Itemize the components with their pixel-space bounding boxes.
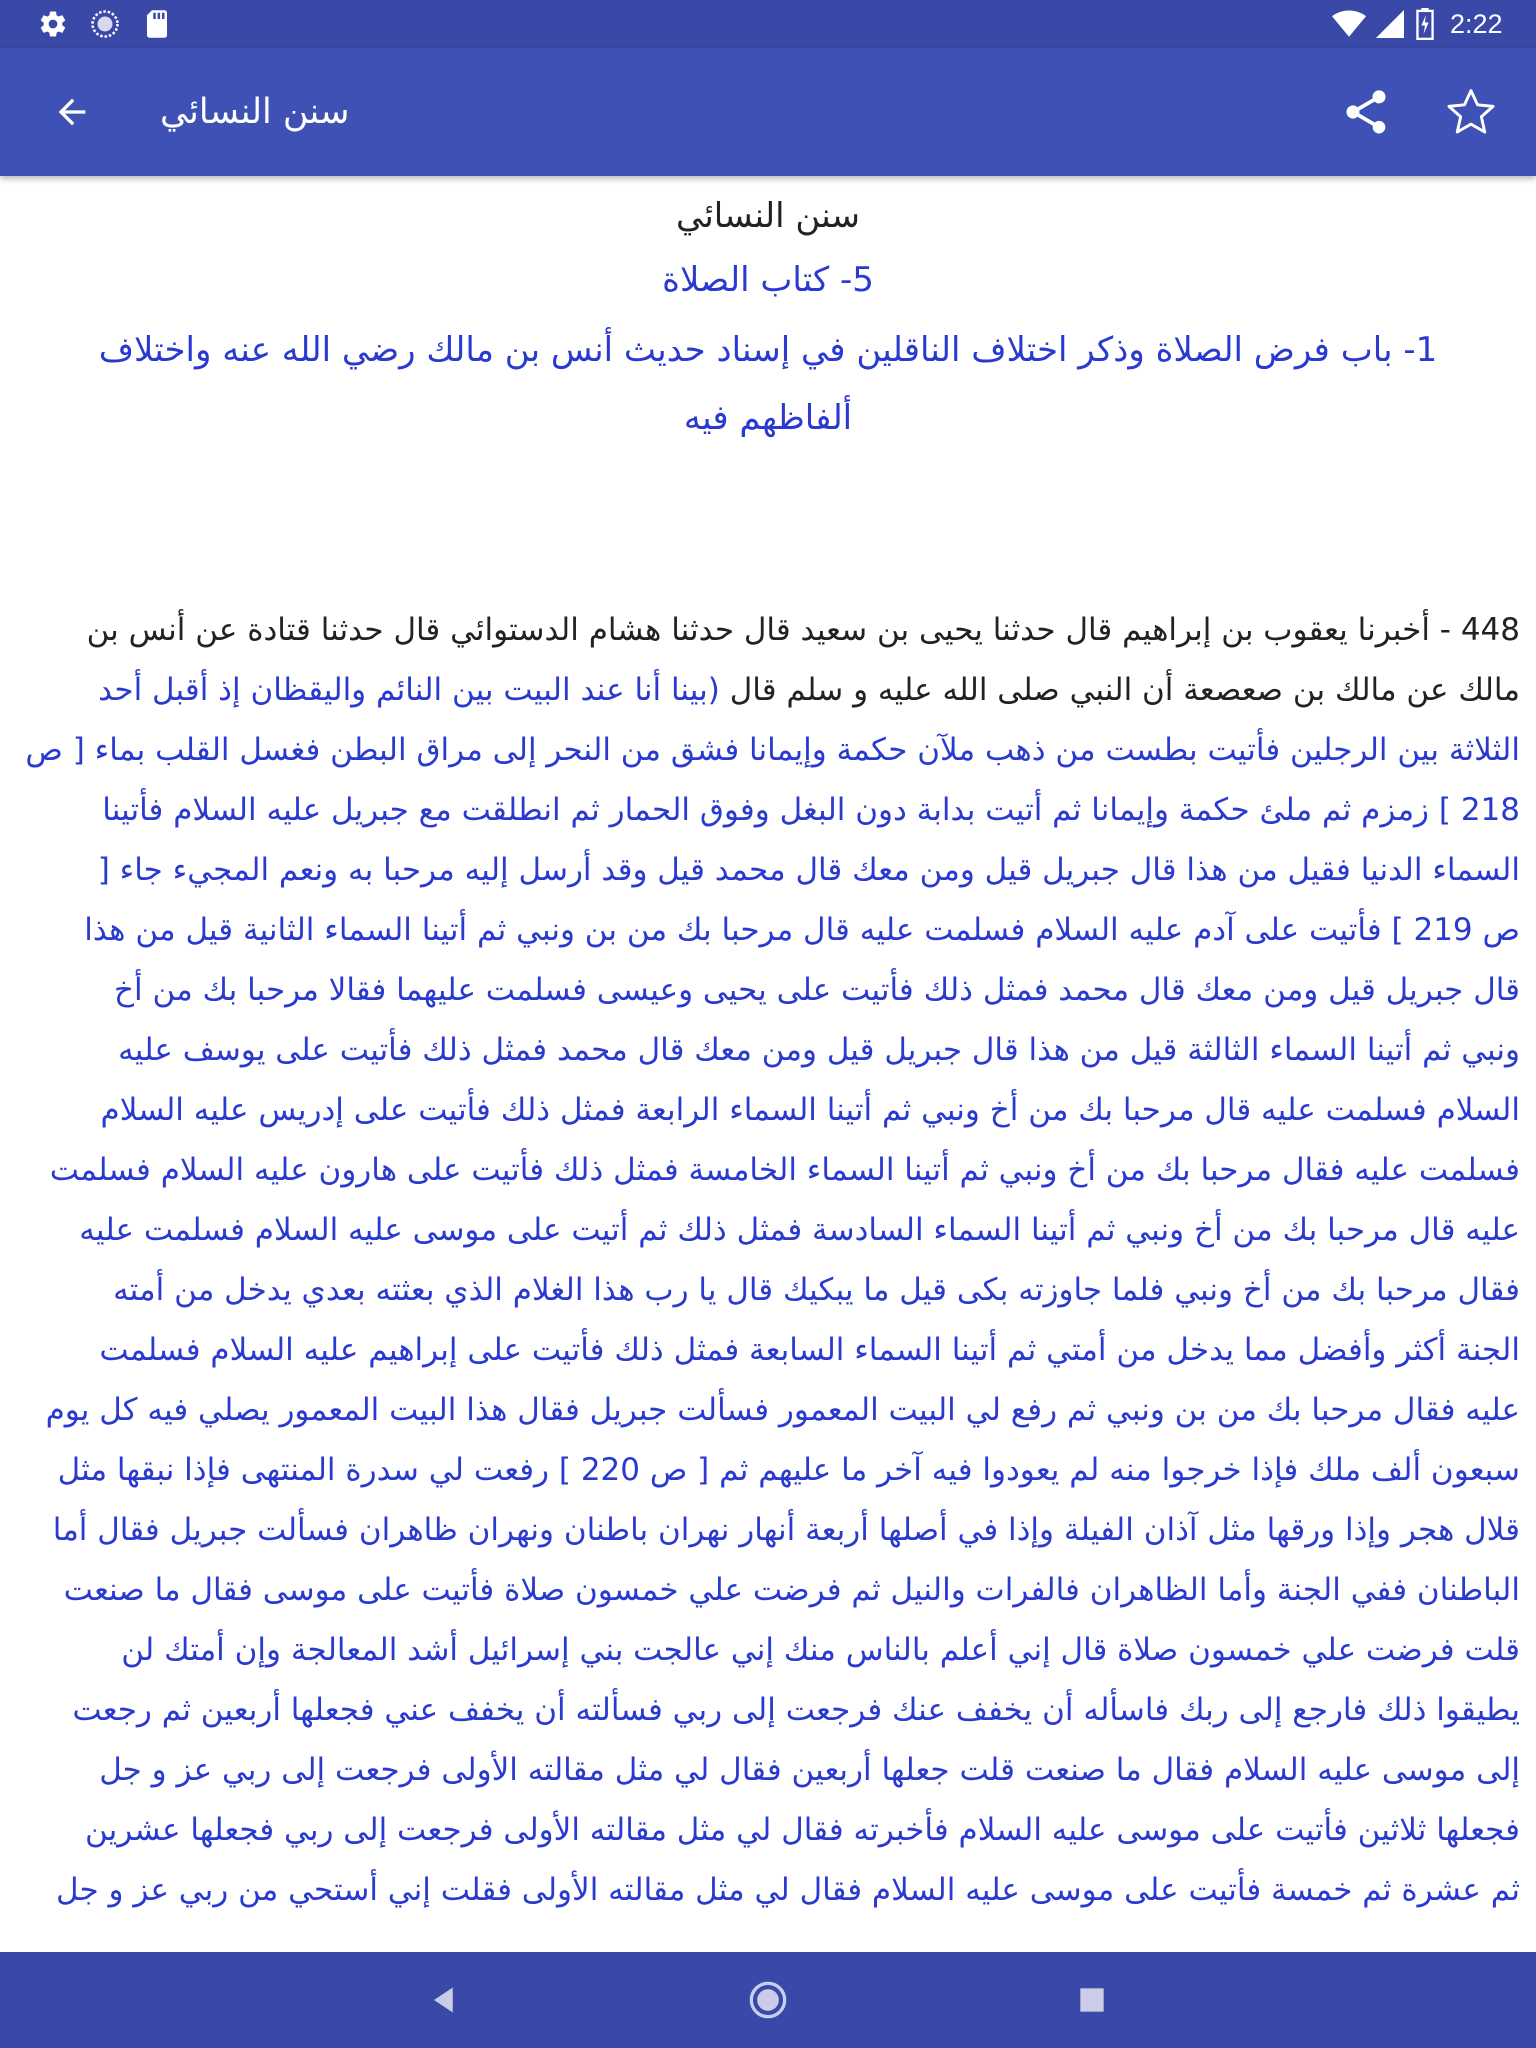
text-line bbox=[16, 1800, 1520, 1860]
hadith-body-text: عليه فقال مرحبا بك من بن ونبي ثم رفع لي البيت المعمور فسألت جبريل فقال هذا البيت المعمور يصلي فيه كل يوم bbox=[45, 1392, 1520, 1428]
signal-icon bbox=[1376, 0, 1404, 48]
hadith-body-text: ص 219 ] فأتيت على آدم عليه السلام فسلمت عليه قال مرحبا بك من بن ونبي ثم أتينا السماء الثانية قيل من هذا bbox=[84, 912, 1520, 948]
chapter-title: 5- كتاب الصلاة bbox=[662, 260, 874, 300]
book-title: سنن النسائي bbox=[676, 196, 860, 236]
narration-chain-text: مالك عن مالك بن صعصعة أن النبي صلى الله عليه و سلم قال bbox=[719, 672, 1520, 708]
hadith-body-text: الجنة أكثر وأفضل مما يدخل من أمتي ثم أتينا السماء السابعة فمثل ذلك فأتيت على إبراهيم عليه السلام فسلمت bbox=[99, 1332, 1520, 1368]
nav-back-button[interactable] bbox=[412, 1968, 476, 2032]
text-line bbox=[16, 1380, 1520, 1440]
text-line bbox=[16, 600, 1520, 660]
text-line bbox=[16, 1260, 1520, 1320]
text-line bbox=[16, 960, 1520, 1020]
share-button[interactable] bbox=[1330, 76, 1402, 148]
hadith-body-text: الثلاثة بين الرجلين فأتيت بطست من ذهب ملآن حكمة وإيمانا فشق من النحر إلى مراق البطن فغسل القلب بماء [ ص bbox=[25, 732, 1520, 768]
star-outline-icon bbox=[1444, 85, 1498, 139]
section-title-line1: 1- باب فرض الصلاة وذكر اختلاف الناقلين في إسناد حديث أنس بن مالك رضي الله عنه واختلاف bbox=[98, 330, 1438, 370]
back-triangle-icon bbox=[429, 1985, 459, 2015]
text-line bbox=[16, 840, 1520, 900]
text-line bbox=[16, 1620, 1520, 1680]
hadith-body-text: الباطنان ففي الجنة وأما الظاهران فالفرات والنيل ثم فرضت علي خمسون صلاة فأتيت على موسى فقال ما صنعت bbox=[63, 1572, 1520, 1608]
hadith-body-text: ونبي ثم أتينا السماء الثالثة قيل من هذا قال جبريل قيل ومن معك قال محمد فمثل ذلك فأتيت على يوسف عليه bbox=[118, 1032, 1520, 1068]
navigation-bar bbox=[0, 1952, 1536, 2048]
hadith-body-text: فقال مرحبا بك من أخ ونبي فلما جاوزته بكى قيل ما يبكيك قال يا رب هذا الغلام الذي بعثته بعدي يدخل من أمته bbox=[113, 1272, 1520, 1308]
hadith-body-text: السلام فسلمت عليه قال مرحبا بك من أخ ونبي ثم أتينا السماء الرابعة فمثل ذلك فأتيت على إدريس عليه السلام bbox=[100, 1092, 1520, 1128]
section-title-line2: ألفاظهم فيه bbox=[683, 398, 853, 438]
text-line bbox=[16, 1740, 1520, 1800]
status-bar bbox=[0, 0, 1536, 48]
sd-card-icon bbox=[144, 0, 170, 48]
text-line bbox=[16, 1560, 1520, 1620]
app-bar bbox=[0, 48, 1536, 176]
hadith-body-text: قلال هجر وإذا ورقها مثل آذان الفيلة وإذا في أصلها أربعة أنهار نهران باطنان ونهران ظاهران فسألت جبريل فقال أما bbox=[52, 1512, 1520, 1548]
text-line bbox=[16, 720, 1520, 780]
status-time: 2:22 bbox=[1450, 8, 1503, 39]
hadith-body-text: يطيقوا ذلك فارجع إلى ربك فاسأله أن يخفف عنك فرجعت إلى ربي فسألته أن يخفف عني فجعلها أربعين ثم رجعت bbox=[72, 1692, 1520, 1728]
text-line bbox=[16, 780, 1520, 840]
text-line bbox=[16, 900, 1520, 960]
text-line bbox=[16, 1500, 1520, 1560]
back-button[interactable] bbox=[36, 76, 108, 148]
home-circle-icon bbox=[748, 1980, 788, 2020]
narration-chain-text: 448 - أخبرنا يعقوب بن إبراهيم قال حدثنا يحيى بن سعيد قال حدثنا هشام الدستوائي قال حدثنا قتادة عن أنس بن bbox=[86, 612, 1520, 648]
text-line bbox=[16, 1320, 1520, 1380]
back-arrow-icon bbox=[52, 92, 92, 132]
hadith-body-text: السماء الدنيا فقيل من هذا قال جبريل قيل ومن معك قال محمد قيل وقد أرسل إليه مرحبا به ونعم المجيء جاء [ bbox=[97, 852, 1520, 888]
text-line bbox=[16, 1680, 1520, 1740]
battery-icon bbox=[1416, 0, 1434, 48]
recents-square-icon bbox=[1078, 1986, 1106, 2014]
sync-icon bbox=[90, 0, 120, 48]
hadith-text bbox=[16, 600, 1520, 1920]
page-title: سنن النسائي bbox=[160, 92, 350, 132]
share-icon bbox=[1340, 86, 1392, 138]
hadith-body-text: قال جبريل قيل ومن معك قال محمد فمثل ذلك فأتيت على يحيى وعيسى فسلمت عليهما فقالا مرحبا بك من أخ bbox=[114, 972, 1520, 1008]
text-line bbox=[16, 1440, 1520, 1500]
hadith-body-text: سبعون ألف ملك فإذا خرجوا منه لم يعودوا فيه آخر ما عليهم ثم [ ص 220 ] رفعت لي سدرة المنتهى فإذا نبقها مثل bbox=[57, 1452, 1520, 1488]
hadith-body-text: إلى موسى عليه السلام فقال ما صنعت قلت جعلها أربعين فقال لي مثل مقالته الأولى فرجعت إلى ربي عز و جل bbox=[99, 1752, 1520, 1788]
nav-home-button[interactable] bbox=[736, 1968, 800, 2032]
wifi-icon bbox=[1332, 0, 1366, 48]
text-line bbox=[16, 1140, 1520, 1200]
hadith-body-text: (بينا أنا عند البيت بين النائم واليقظان إذ أقبل أحد bbox=[98, 672, 720, 708]
hadith-body-text: قلت فرضت علي خمسون صلاة قال إني أعلم بالناس منك إني عالجت بني إسرائيل أشد المعالجة وإن أمتك لن bbox=[121, 1632, 1520, 1668]
hadith-body-text: ثم عشرة ثم خمسة فأتيت على موسى عليه السلام فقال لي مثل مقالته الأولى فقلت إني أستحي من ربي عز و جل bbox=[56, 1872, 1520, 1908]
text-line bbox=[16, 1080, 1520, 1140]
hadith-body-text: 218 ] زمزم ثم ملئ حكمة وإيمانا ثم أتيت بدابة دون البغل وفوق الحمار ثم انطلقت مع جبريل عليه السلام فأتينا bbox=[102, 792, 1520, 828]
hadith-body-text: عليه قال مرحبا بك من أخ ونبي ثم أتينا السماء السادسة فمثل ذلك ثم أتيت على موسى عليه السلام فسلمت عليه bbox=[79, 1212, 1520, 1248]
content-area[interactable] bbox=[0, 176, 1536, 1952]
text-line bbox=[16, 660, 1520, 720]
favorite-button[interactable] bbox=[1435, 76, 1507, 148]
text-line bbox=[16, 1200, 1520, 1260]
hadith-body-text: فسلمت عليه فقال مرحبا بك من أخ ونبي ثم أتينا السماء الخامسة فمثل ذلك فأتيت على هارون عليه السلام فسلمت bbox=[49, 1152, 1520, 1188]
text-line bbox=[16, 1020, 1520, 1080]
nav-recents-button[interactable] bbox=[1060, 1968, 1124, 2032]
settings-icon bbox=[38, 0, 68, 48]
hadith-body-text: فجعلها ثلاثين فأتيت على موسى عليه السلام فأخبرته فقال لي مثل مقالته الأولى فرجعت إلى ربي فجعلها عشرين bbox=[85, 1812, 1520, 1848]
text-line bbox=[16, 1860, 1520, 1920]
